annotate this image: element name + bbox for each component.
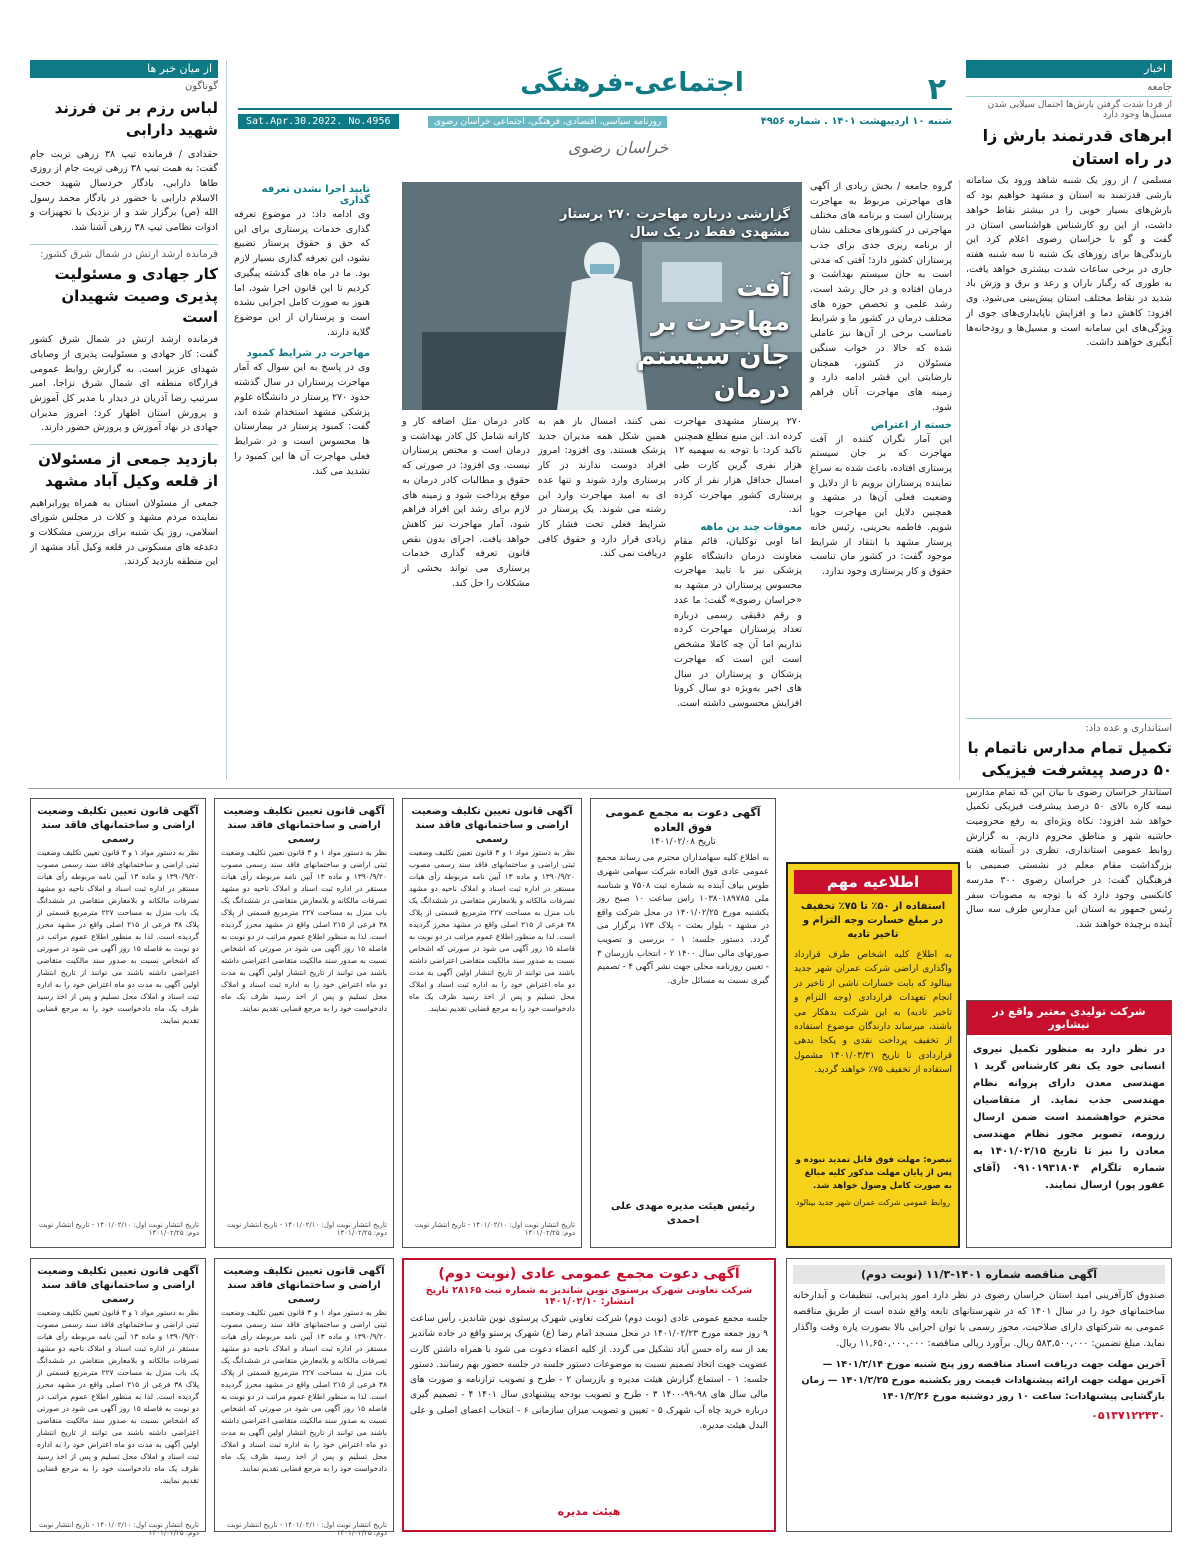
masthead-date-fa: شنبه ۱۰ اردیبهشت ۱۴۰۱ . شماره ۴۹۵۶ <box>760 116 952 127</box>
feature-col-3 <box>538 415 666 780</box>
headline-2: تکمیل تمام مدارس ناتمام با ۵۰ درصد پیشرفت فیزیکی <box>967 739 1172 779</box>
masthead <box>228 58 962 170</box>
article-body-2: استاندار خراسان رضوی با بیان این که تمام مدارس نیمه کاره بالای ۵۰ درصد پیشرفت فیزیکی تکمیل خواهد شد افزود: نکاه ویژه‌ای به رفع محرومیت حاشیه شهر و مناطق محروم داریم. به گزارش روابط عمومی استانداری، نظری در آستانه هفته بزرگداشت مقام معلم در نشستی صمیمی با فرهنگیان گفت: در خراسان رضوی ۳۰۰ مدرسه کانکسی وجود دارد که با توجه به مصوبات سفر رئیس جمهور به استان این مدارس طرف سه سال آینده برچیده خواهند شد. <box>966 786 1172 930</box>
ad-title: آگهی قانون تعیین تکلیف وضعیت اراضی و ساختمانهای فاقد سند رسمی <box>223 1266 385 1305</box>
ads-separator <box>28 788 1172 789</box>
left-body-2: فرمانده ارشد ارتش در شمال شرق کشور گفت: کار جهادی و مسئولیت پذیری از وصایای شهدای عزیز است. به گزارش روابط عمومی قرارگاه منطقه ای شمال شرق نزاجا، امیر سرتیپ رضا آذریان در دیدار با مدیر کل آموزش و پرورش استان اظهار کرد: امروز مدیران جهادی در نهاد آموزش و پرورش حضور دارند. <box>30 334 218 434</box>
dav-ad <box>590 798 776 1248</box>
ad-text: نظر به دستور مواد ۱ و ۳ قانون تعیین تکلیف وضعیت ثبتی اراضی و ساختمانهای فاقد سند رسمی مصوب ۱۳۹۰/۹/۲۰ و ماده ۱۳ آیین نامه مربوطه رأی هیات مستقر در اداره ثبت اسناد و املاک ناحیه دو مشهد تصرفات مالکانه و بلامعارض متقاضی در ششدانگ یک باب منزل به مساحت ۲۲۷ مترمربع قسمتی از پلاک ۳۸ فرعی از ۲۱۵ اصلی واقع در مشهد محرز گردیده است. لذا به منظور اطلاع عموم مراتب در دو نوبت به فاصله ۱۵ روز آگهی می شود در صورتی که اشخاص نسبت به صدور سند مالکیت متقاضی اعتراضی داشته باشند می توانند از تاریخ انتشار اولین آگهی به مدت دو ماه اعتراض خود را به اداره ثبت اسناد و املاک محل تسلیم و پس از اخذ رسید ظرف یک ماه دادخواست خود را به مرجع قضایی تقدیم نمایند. <box>37 1308 200 1485</box>
feature-text-2: ۲۷۰ پرستار مشهدی مهاجرت کرده اند. این منبع مطلع همچنین تاکید کرد: با توجه به سهمیه ۱۲ هزار نفری گرین کارت طی امسال حداقل هزار نفر از کادر پرستاری کشور مهاجرت کرده اند. <box>674 416 802 516</box>
notice-ad <box>786 862 960 1248</box>
headline-2: کار جهادی و مسئولیت پذیری وصیت شهیدان است <box>54 264 218 327</box>
right-column <box>966 60 1172 770</box>
side-text-2: وی در پاسخ به این سوال که آمار مهاجرت پرستاران در سال گذشته حدود ۲۷۰ پرستار در دانشگاه علوم پزشکی مشهد استخدام شده اند، گفت: کمبود پرستار در بیمارستان ها محسوس است و در شرایط فعلی مهاجرت آن ها این کمبود را تشدید می کند. <box>234 362 370 477</box>
page-number: ۲ <box>927 72 946 107</box>
side-sub-2: مهاجرت در شرایط کمبود <box>246 348 370 360</box>
assembly-sign: هیئت مدیره <box>557 1505 621 1518</box>
section-label: اخبار <box>1144 62 1166 75</box>
tender-ad <box>786 1258 1172 1532</box>
section-title: اجتماعی-فرهنگی <box>520 68 744 98</box>
headline-3: بازدید جمعی از مسئولان از قلعه وکیل آباد مشهد <box>38 450 218 490</box>
feature-col-1 <box>810 180 952 780</box>
divider <box>226 60 227 780</box>
assembly-title: آگهی دعوت مجمع عمومی عادی (نوبت دوم) <box>438 1266 740 1282</box>
masthead-date-en: Sat.Apr.30.2022. No.4956 <box>238 114 399 129</box>
headline: ابرهای قدرتمند بارش زا در راه استان <box>982 126 1172 169</box>
dav-sign: رئیس هیئت مدیره مهدی علی احمدی <box>611 1201 755 1227</box>
ad-title: آگهی قانون تعیین تکلیف وضعیت اراضی و ساختمانهای فاقد سند رسمی <box>37 1266 199 1305</box>
feature-sub-2: معوقات چند ین ماهه <box>700 522 802 534</box>
side-sub-1: تایید اجرا نشدن تعرفه گذاری <box>261 184 370 206</box>
ad-text: نظر به دستور مواد ۱ و ۳ قانون تعیین تکلیف وضعیت ثبتی اراضی و ساختمانهای فاقد سند رسمی مصوب ۱۳۹۰/۹/۲۰ و ماده ۱۳ آیین نامه مربوطه رأی هیات مستقر در اداره ثبت اسناد و املاک ناحیه دو مشهد تصرفات مالکانه و بلامعارض متقاضی در ششدانگ یک باب منزل به مساحت ۲۲۷ مترمربع قسمتی از پلاک ۳۸ فرعی از ۲۱۵ اصلی واقع در مشهد محرز گردیده است. لذا به منظور اطلاع عموم مراتب در دو نوبت به فاصله ۱۵ روز آگهی می شود در صورتی که اشخاص نسبت به صدور سند مالکیت متقاضی اعتراضی داشته باشند می توانند از تاریخ انتشار اولین آگهی به مدت دو ماه اعتراض خود را به اداره ثبت اسناد و املاک محل تسلیم و پس از اخذ رسید ظرف یک ماه دادخواست خود را به مرجع قضایی تقدیم نمایند. <box>221 848 387 1013</box>
ad-title: آگهی قانون تعیین تکلیف وضعیت اراضی و ساختمانهای فاقد سند رسمی <box>223 806 385 845</box>
notice-sub: استفاده از ۵۰٪ تا ۷۵٪ تخفیف در مبلغ خسارت وجه التزام و تاخیر تادیه <box>800 901 946 940</box>
dav-text: به اطلاع کلیه سهامداران محترم می رساند مجمع عمومی عادی فوق العاده شرکت سهامی شهری طوس بیاف آینده به شماره ثبت ۷۵۰۸ و شناسه ملی ۱۰۳۸۰۱۸۹۷۸۵ راس ساعت ۱۰ صبح روز یکشنبه مورخ ۱۴۰۱/۰۲/۲۵ در محل شرکت واقع در مشهد - بلوار بعثت - پلاک ۱۷۳ برگزار می گردد. دستور جلسه: ۱ - بررسی و تصویب صورتهای مالی سال ۱۴۰۰ ۲ - انتخاب بازرسان ۳ - تعیین روزنامه محلی جهت نشر آگهی ۴ - تصمیم گیری نسبت به مسائل جاری. <box>597 853 770 986</box>
assembly-sub: شرکت تعاونی شهرک پرستوی نوین شاندیز به شماره ثبت ۲۸۱۶۵ تاریخ انتشار: ۱۴۰۱/۰۲/۱۰ <box>425 1285 753 1307</box>
left-body-1: حقدادی / فرمانده تیپ ۳۸ زرهی تربت جام گفت: به همت تیپ ۳۸ زرهی تربت جام از روزی طاها دارابی، یادگار خردسال شهید حجت الاسلام دارابی با حضور در یادگار محمد رسول الله (ص) برگزار شد و از نزدیک با تجهیزات و ادوات نظامی تیپ ۳۸ زرهی آشنا شد. <box>30 148 219 234</box>
dav-title: آگهی دعوت به مجمع عمومی فوق العاده <box>605 806 761 835</box>
feature-col-4 <box>402 415 530 780</box>
kicker-2: فرمانده ارشد ارتش در شمال شرق کشور: <box>40 248 218 260</box>
photo-subheadline: گزارشی درباره مهاجرت ۲۷۰ پرستار مشهدی فقط در یک سال <box>560 207 790 241</box>
tender-title: آگهی مناقصه شماره ۱۴۰۱-۱۱/۳ (نوبت دوم) <box>793 1265 1165 1284</box>
feature-text-4: کادر درمان مثل اضافه کار و کارانه شامل کل کادر بهداشت و درمان است و مختص پرستاران نیست. وی افزود: در صورتی که حقوق و مطالبات کادر درمان به موقع پرداخت شود و زمینه های لازم برای رشد این افراد فراهم شود، آمار مهاجرت نیز کاهش خواهد یافت. اجرای بدون نقص قانون تعرفه گذاری خدمات پرستاری می تواند بخشی از مشکلات را حل کند. <box>402 416 530 589</box>
masthead-subtitle: روزنامه سیاسی، اقتصادی، فرهنگی، اجتماعی خراسان رضوی <box>428 116 667 128</box>
company-title: شرکت تولیدی معتبر واقع در نیشابور <box>967 1001 1171 1035</box>
section-bar <box>966 60 1172 78</box>
feature-sub-1: خسته از اعتراض <box>870 419 952 431</box>
headline-1: لباس رزم بر تن فرزند شهید دارابی <box>54 99 218 139</box>
ad-foot: تاریخ انتشار نوبت اول: ۱۴۰۱/۰۲/۱۰ - تاریخ انتشار نوبت دوم: ۱۴۰۱/۰۲/۲۵ <box>226 1221 387 1237</box>
feature-text-2b: اما اوبی توکلیان، قائم مقام معاونت درمان دانشگاه علوم پزشکی نیز با تایید مهاجرت محسوس پرستاران در مشهد به «خراسان رضوی» گفت: ما عدد و رقم دقیقی رسمی درباره تعداد پرستاران مهاجرت کرده نداریم اما آن چه کاملا مشخص است این است که مهاجرت پزشکان و پرستاران در سال های اخیر به‌ویژه دو سال کرونا افزایش محسوسی داشته است. <box>674 536 802 709</box>
qanun-ad-1 <box>30 798 206 1248</box>
qanun-ad-3 <box>402 798 582 1248</box>
feature-col-2 <box>674 415 802 780</box>
right-column-2 <box>966 718 1172 988</box>
section-label: از میان خبر ها <box>147 62 212 75</box>
side-feature <box>234 180 370 780</box>
qanun-ad-5 <box>214 1258 394 1537</box>
tender-dates: آخرین مهلت جهت دریافت اسناد مناقصه روز پنج شنبه مورخ ۱۴۰۱/۲/۱۴ — آخرین مهلت جهت ارائه پیشنهادات قیمت روز یکشنبه مورخ ۱۴۰۱/۲/۲۵ — زمان بازگشایی پیشنهادات: ساعت ۱۰ روز دوشنبه مورخ ۱۴۰۱/۲/۲۶ <box>801 1358 1165 1402</box>
side-text-1: وی ادامه داد: در موضوع تعرفه گذاری خدمات پرستاری برای این که حق و حقوق پرستار تضییع نشود، این تعرفه گذاری بسیار لازم بود. ما در ماه های گذشته پیگیری کردیم تا این قانون اجرا شود، اما هنوز به صورت کامل اجرایی نشده است و پرستاران از این موضوع گلایه دارند. <box>234 209 370 338</box>
kicker: گوناگون <box>184 81 218 92</box>
masthead-rule <box>238 108 952 110</box>
kicker: جامعه <box>1147 82 1172 93</box>
feature-photo <box>402 182 802 410</box>
left-body-3: جمعی از مسئولان استان به همراه پورابراهیم نماینده مردم مشهد و کلات در مجلس شورای اسلامی، روز یک شنبه برای بررسی مشکلات و دغدغه های مسکونی در قلعه وکیل آباد مشهد از این منطقه بازدید کردند. <box>30 497 218 568</box>
dav-date: تاریخ ۱۴۰۱/۰۲/۰۸ <box>650 836 716 847</box>
ad-title: آگهی قانون تعیین تکلیف وضعیت اراضی و ساختمانهای فاقد سند رسمی <box>37 806 199 845</box>
company-ad <box>966 1000 1172 1248</box>
lead: از فردا شدت گرفتن بارش‌ها احتمال سیلابی شدن مسیل‌ها وجود دارد <box>987 100 1172 120</box>
qanun-ad-2 <box>214 798 394 1248</box>
kicker-2: استانداری و عده داد: <box>1085 723 1172 734</box>
qanun-ad-4 <box>30 1258 206 1537</box>
tender-phone: ۰۵۱۳۷۱۲۲۴۳۰ <box>1091 1408 1165 1422</box>
ad-text: نظر به دستور مواد ۱ و ۳ قانون تعیین تکلیف وضعیت ثبتی اراضی و ساختمانهای فاقد سند رسمی مصوب ۱۳۹۰/۹/۲۰ و ماده ۱۳ آیین نامه مربوطه رأی هیات مستقر در اداره ثبت اسناد و املاک ناحیه دو مشهد تصرفات مالکانه و بلامعارض متقاضی در ششدانگ یک باب منزل به مساحت ۲۲۷ مترمربع قسمتی از پلاک ۳۸ فرعی از ۲۱۵ اصلی واقع در مشهد محرز گردیده است. لذا به منظور اطلاع عموم مراتب در دو نوبت به فاصله ۱۵ روز آگهی می شود در صورتی که اشخاص نسبت به صدور سند مالکیت متقاضی اعتراضی داشته باشند می توانند از تاریخ انتشار اولین آگهی به مدت دو ماه اعتراض خود را به اداره ثبت اسناد و املاک محل تسلیم و پس از اخذ رسید ظرف یک ماه دادخواست خود را به مرجع قضایی تقدیم نمایند. <box>221 1308 387 1473</box>
ad-text: نظر به دستور مواد ۱ و ۳ قانون تعیین تکلیف وضعیت ثبتی اراضی و ساختمانهای فاقد سند رسمی مصوب ۱۳۹۰/۹/۲۰ و ماده ۱۳ آیین نامه مربوطه رأی هیات مستقر در اداره ثبت اسناد و املاک ناحیه دو مشهد تصرفات مالکانه و بلامعارض متقاضی در ششدانگ یک باب منزل به مساحت ۲۲۷ مترمربع قسمتی از پلاک ۳۸ فرعی از ۲۱۵ اصلی واقع در مشهد محرز گردیده است. لذا به منظور اطلاع عموم مراتب در دو نوبت به فاصله ۱۵ روز آگهی می شود در صورتی که اشخاص نسبت به صدور سند مالکیت متقاضی اعتراضی داشته باشند می توانند از تاریخ انتشار اولین آگهی به مدت دو ماه اعتراض خود را به اداره ثبت اسناد و املاک محل تسلیم و پس از اخذ رسید ظرف یک ماه دادخواست خود را به مرجع قضایی تقدیم نمایند. <box>37 848 200 1025</box>
notice-end: تبصره: مهلت فوق قابل تمدید نبوده و پس از پایان مهلت مذکور کلیه مبالغ به صورت کامل وصول خواهد شد. <box>795 1155 952 1191</box>
ad-foot: تاریخ انتشار نوبت اول: ۱۴۰۱/۰۲/۱۰ - تاریخ انتشار نوبت دوم: ۱۴۰۱/۰۲/۲۵ <box>414 1221 575 1237</box>
ad-text: نظر به دستور مواد ۱ و ۳ قانون تعیین تکلیف وضعیت ثبتی اراضی و ساختمانهای فاقد سند رسمی مصوب ۱۳۹۰/۹/۲۰ و ماده ۱۳ آیین نامه مربوطه رأی هیات مستقر در اداره ثبت اسناد و املاک ناحیه دو مشهد تصرفات مالکانه و بلامعارض متقاضی در ششدانگ یک باب منزل به مساحت ۲۲۷ مترمربع قسمتی از پلاک ۳۸ فرعی از ۲۱۵ اصلی واقع در مشهد محرز گردیده است. لذا به منظور اطلاع عموم مراتب در دو نوبت به فاصله ۱۵ روز آگهی می شود در صورتی که اشخاص نسبت به صدور سند مالکیت متقاضی اعتراضی داشته باشند می توانند از تاریخ انتشار اولین آگهی به مدت دو ماه اعتراض خود را به اداره ثبت اسناد و املاک محل تسلیم و پس از اخذ رسید ظرف یک ماه دادخواست خود را به مرجع قضایی تقدیم نمایند. <box>409 848 575 1013</box>
ad-title: آگهی قانون تعیین تکلیف وضعیت اراضی و ساختمانهای فاقد سند رسمی <box>411 806 573 845</box>
notice-text: به اطلاع کلیه اشخاص طرف قرارداد واگذاری اراضی شرکت عمران شهر جدید بینالود که بابت خسارات ناشی از تاخیر در انجام تعهدات قراردادی (وجه التزام و تاخیر تادیه) به این شرکت بدهکار می باشند، میرساند دارندگان موضوع استفاده از تخفیف پرداخت نقدی و یکجا بدهی قراردادی تا تاریخ ۱۴۰۱/۰۳/۳۱ مشمول استفاده از تخفیف ۷۵٪ خواهند گردید. <box>794 950 952 1076</box>
section-bar <box>30 60 218 78</box>
assembly-ad <box>402 1258 776 1532</box>
divider <box>959 180 960 780</box>
left-column <box>30 60 218 780</box>
photo-headline: آفت مهاجرت بر جان سیستم درمان <box>636 273 790 405</box>
notice-sign: روابط عمومی شرکت عمران شهر جدید بینالود <box>795 1198 951 1208</box>
ad-foot: تاریخ انتشار نوبت اول: ۱۴۰۱/۰۲/۱۰ - تاریخ انتشار نوبت دوم: ۱۴۰۱/۰۲/۲۵ <box>38 1521 199 1537</box>
logo: خراسان رضوی <box>568 138 669 157</box>
ad-foot: تاریخ انتشار نوبت اول: ۱۴۰۱/۰۲/۱۰ - تاریخ انتشار نوبت دوم: ۱۴۰۱/۰۲/۲۵ <box>226 1521 387 1537</box>
assembly-text: جلسه مجمع عمومی عادی (نوبت دوم) شرکت تعاونی شهرک پرستوی نوین شاندیز، رأس ساعت ۹ روز جمعه مورخ ۱۴۰۱/۰۲/۲۳ در محل مسجد امام رضا (ع) شهرک پرستو واقع در جاده شاندیز بعد از سه راه حسن آباد تشکیل می گردد. از کلیه اعضاء دعوت می شود با همراه داشتن کارت عضویت جهت اتخاذ تصمیم نسبت به موضوعات دستور جلسه در جلسه حضور بهم رسانند. دستور جلسه: ۱ - استماع گزارش هیئت مدیره و بازرسان ۲ - طرح و تصویب ترازنامه و صورت های مالی سال های ۹۸-۹۹-۱۴۰۰ ۳ - طرح و تصویب بودجه پیشنهادی سال ۱۴۰۱ ۴ - تصمیم گیری درباره خرید چاه آب شهرک ۵ - تعیین و تصویب میزان سازمانی ۶ - انتخاب اعضای اصلی و علی البدل هیئت مدیره. <box>410 1314 769 1432</box>
feature-text-1b: این آمار نگران کننده از آفت مهاجرت که بر جان سیستم پرستاری افتاده، باعث شده به سراغ نماینده پرستاران برویم تا از دلایل و وضعیت فعلی آن‌ها در مشهد و همچنین دلایل این مهاجرت جویا شویم. فاطمه بحرینی، رئیس خانه پرستار مشهد با انتقاد از شرایط موجود گفت: در کشور مان تناسب حقوق و کار پرستاری وجود ندارد. <box>810 433 952 577</box>
tender-text: صندوق کارآفرینی امید استان خراسان رضوی در نظر دارد امور پذیرایی، تنظیفات و آبدارخانه ساختمانهای خود را در سال ۱۴۰۱ که در شهرستانهای تابعه واقع شده است از طریق مناقصه عمومی به شرکتهای دارای صلاحیت، مجوز رسمی با توان اجرایی بالا بصورت پاره وقت واگذار نماید. مبلغ تضمین: ۵۸۳,۵۰۰,۰۰۰ ریال. برآورد ریالی مناقصه: ۱۱,۶۵۰,۰۰۰,۰۰۰ ریال. <box>793 1290 1165 1350</box>
feature-text-3: نمی کنند، امسال باز هم به همین شکل همه مدیران جدید پزشک هستند. وی افزود: امروز افراد دوست ندارند در کار پرستاری وارد شوند و تنها عده ای به امید مهاجرت وارد این رشته می شوند. یک پرستار در شرایط فعلی تحت فشار کار زیادی قرار دارد و حقوق کافی دریافت نمی کند. <box>538 416 666 560</box>
company-text: در نظر دارد به منظور تکمیل نیروی انسانی خود یک نفر کارشناس گرید ۱ مهندسی معدن دارای پروانه نظام مهندسی جذب نماید. از متقاضیان محترم خواهشمند است ضمن ارسال رزومه، تصویر مجوز نظام مهندسی معادن را نیز تا تاریخ ۱۴۰۱/۰۲/۱۵ به شماره تلگرام ۰۹۱۰۱۹۳۱۸۰۴ (آقای غفور پور) ارسال نمایند. <box>973 1044 1166 1191</box>
feature-text-1: گروه جامعه / بخش زیادی از آگهی های مهاجرتی مربوط به مهاجرت پرستاران است و برنامه های مختلف مهاجرتی در کشورهای مختلف نشان از برنامه ریزی جدی برای جذب پرستاران کشور دارد؛ آفتی که مدتی است به جان سیستم بهداشت و درمان افتاده و در حال رشد است. رشد علمی و تخصص حوزه های مختلف درمان در کشور ما و شرایط نامناسب برخی از آن‌ها نیز عاملی شده که حالا در خواب سنگین مسئولان در کشور، همچنان نارضایتی این قشر ادامه دارد و زمینه های مهاجرت آنان فراهم شود. <box>810 181 952 413</box>
article-body: مسلمی / از روز یک شنبه شاهد ورود یک سامانه بارشی قدرتمند به استان و مشهد خواهیم بود که بارش‌های بسیار خوبی را در بیشتر نقاط خواهد داشت، از این رو کارشناس هواشناسی استان در گفت و گو با خراسان رضوی اعلام کرد این بارندگی‌ها برای روزهای یک شنبه تا سه شنبه هفته جاری در برخی ساعات شدت بیشتری خواهد یافت، به طوری که رگبار باران و رعد و برق و وزش باد شدید در نقاط مختلف استان پیش‌بینی می‌شود. وی افزود: کاهش دما و افزایش ناپایداری‌های جوی از ویژگی‌های این سامانه است و مسیل‌ها و رودخانه‌ها آبگیری خواهند داشت. <box>966 175 1172 349</box>
ad-foot: تاریخ انتشار نوبت اول: ۱۴۰۱/۰۲/۱۰ - تاریخ انتشار نوبت دوم: ۱۴۰۱/۰۲/۲۵ <box>38 1221 199 1237</box>
notice-title: اطلاعیه مهم <box>794 870 952 894</box>
